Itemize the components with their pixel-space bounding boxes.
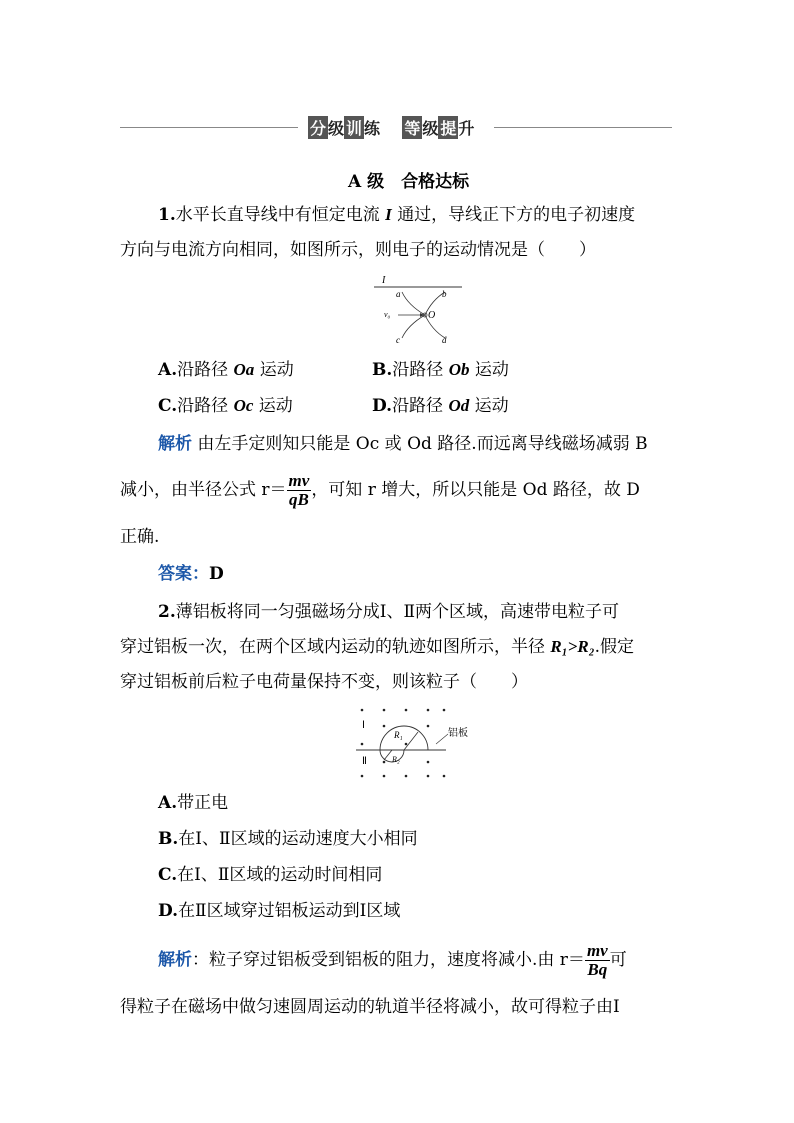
q2-figure: [356, 704, 476, 782]
q2-radius-r1: [404, 732, 418, 750]
q1-label-v0: v₀: [384, 310, 391, 319]
q1-solution-line2: 减小，由半径公式 r＝ $\frac{mv}{qB}$ ，可知 r 增大，所以只能是 Od 路径，故 D: [120, 471, 640, 509]
q2-field-dots: [361, 709, 446, 778]
q2-label-r2: R₂: [392, 755, 400, 764]
q1-solution-label: 解析: [158, 434, 192, 454]
q1-figure: [370, 270, 466, 348]
q2-option-d[interactable]: D.在Ⅱ区域穿过铝板运动到Ⅰ区域: [158, 901, 401, 921]
header-rule-left: [120, 127, 298, 128]
q1-option-c[interactable]: C.沿路径 Oc 运动: [158, 396, 293, 416]
q2-label-region2: Ⅱ: [362, 756, 367, 767]
q2-stem-line3: 穿过铝板前后粒子电荷量保持不变，则该粒子（ ）: [120, 672, 528, 692]
q1-stem-line2: 方向与电流方向相同，如图所示，则电子的运动情况是（ ）: [120, 240, 596, 260]
q1-label-b: b: [442, 289, 447, 299]
q2-option-c[interactable]: C.在Ⅰ、Ⅱ区域的运动时间相同: [158, 865, 383, 885]
section-title: A 级 合格达标: [348, 172, 470, 192]
q2-label-region1: Ⅰ: [362, 720, 365, 731]
q2-option-a[interactable]: A.带正电: [158, 793, 229, 813]
q1-label-O: O: [428, 310, 436, 321]
q1-formula: $\frac{mv}{qB}$: [288, 471, 310, 509]
q2-label-plate: 铝板: [448, 728, 468, 739]
q2-stem-line2: 穿过铝板一次，在两个区域内运动的轨迹如图所示，半径 R₁>R₂.假定: [120, 637, 635, 657]
header-left-text: 分 级 训 练: [308, 119, 386, 138]
q2-plate-pointer: [436, 734, 448, 744]
q1-answer: 答案：D: [158, 564, 224, 584]
q1-stem-line1: 1.水平长直导线中有恒定电流 I 通过，导线正下方的电子初速度: [158, 205, 636, 225]
q1-label-c: c: [396, 335, 400, 345]
q2-formula: $\frac{mv}{Bq}$: [586, 941, 608, 979]
q2-solution-line1: 解析：粒子穿过铝板受到铝板的阻力，速度将减小.由 r＝ $\frac{mv}{Bq}$ 可: [158, 941, 627, 979]
q2-radius-r2: [384, 750, 392, 760]
q1-path-a: [402, 292, 425, 315]
header-right-text: 等 级 提 升: [402, 119, 474, 138]
q1-label-a: a: [396, 289, 401, 299]
q1-solution-line1: 解析 由左手定则知只能是 Oc 或 Od 路径.而远离导线磁场减弱 B: [158, 434, 648, 454]
q2-stem-line1: 2.薄铝板将同一匀强磁场分成Ⅰ、Ⅱ两个区域，高速带电粒子可: [158, 602, 620, 622]
q2-solution-line2: 得粒子在磁场中做匀速圆周运动的轨道半径将减小，故可得粒子由Ⅰ: [120, 997, 620, 1017]
q1-option-b[interactable]: B.沿路径 Ob 运动: [372, 360, 509, 380]
q1-option-d[interactable]: D.沿路径 Od 运动: [372, 396, 509, 416]
q2-arc-r1: [380, 726, 428, 750]
q2-label-r1: R₁: [394, 730, 403, 740]
q2-solution-label: 解析: [158, 950, 192, 970]
q1-solution-line3: 正确.: [120, 527, 160, 547]
q2-option-b[interactable]: B.在Ⅰ、Ⅱ区域的运动速度大小相同: [158, 829, 418, 849]
q1-option-a[interactable]: A.沿路径 Oa 运动: [158, 360, 294, 380]
header-rule-right: [494, 127, 672, 128]
section-header: [308, 116, 474, 139]
q1-label-I: I: [382, 275, 386, 286]
q1-label-d: d: [442, 335, 447, 345]
q1-path-c: [402, 315, 425, 338]
